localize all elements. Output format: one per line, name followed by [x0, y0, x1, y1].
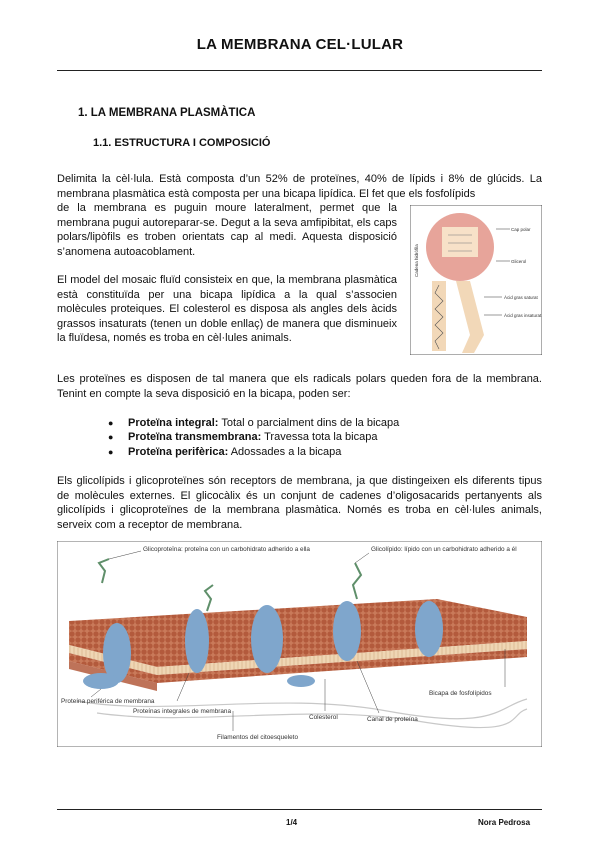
- integral-protein-shape: [415, 601, 443, 657]
- section-subheading: 1.1. ESTRUCTURA I COMPOSICIÓ: [93, 137, 271, 149]
- list-item: ● Proteïna transmembrana: Travessa tota la bicapa: [108, 430, 399, 444]
- page-number: 1/4: [286, 818, 298, 827]
- fatty-acid-tail-left: [432, 281, 446, 351]
- integral-protein-shape: [185, 609, 209, 673]
- paragraph-proteins: Les proteïnes es disposen de tal manera que els radicals polars queden fora de la membrana. Tenint en compte la seva disposició en la bicapa, poden ser:: [57, 373, 542, 400]
- label-peripheral-protein: Proteína periférica de membrana: [61, 698, 155, 705]
- author-name: Nora Pedrosa: [478, 818, 531, 827]
- phospholipid-figure: [410, 205, 542, 355]
- channel-protein-shape: [333, 601, 361, 661]
- label-integral-proteins: Proteínas integrales de membrana: [133, 708, 232, 715]
- label-saturated: Àcid gras saturat: [504, 295, 538, 300]
- header-rule: [57, 70, 542, 71]
- footer-rule: [57, 809, 542, 810]
- label-channel-protein: Canal de proteína: [367, 716, 418, 723]
- paragraph-fluid-mosaic: El model del mosaic fluïd consisteix en que, la membrana plasmàtica està constituïda per una bicapa lipídica a la qual s’associen molècules proteiques. El colesterol es disposa als angles dels àcids grassos insaturats (tenen un doble enllaç) de manera que disminueix la fluïdesa, només es troba en cèl·lules animals.: [57, 274, 397, 345]
- membrane-figure: [57, 541, 542, 747]
- paragraph-glycocalyx: Els glicolípids i glicoproteïnes són receptors de membrana, ja que distingeixen els diferents tipus de molècules externes. El glicocàlix és un conjunt de cadenes d’oligosacarids pertanyents als glicolípids i glicoproteïnes de la membrana plasmàtica. Només es troba en cèl·lules animals, serveix com a receptor de membrana.: [57, 475, 542, 531]
- label-region: Cadena hidròfila: [414, 244, 419, 277]
- label-polar-head: Cap polar: [511, 227, 531, 232]
- peripheral-protein-shape: [287, 675, 315, 687]
- label-bilayer: Bicapa de fosfolípidos: [429, 690, 492, 697]
- paragraph-intro: Delimita la cèl·lula. Està composta d’un 52% de proteïnes, 40% de lípids i 8% de glúcids. La membrana plasmàtica està composta per una bicapa lipídica. El fet que els fosfolípids: [57, 173, 542, 200]
- integral-protein-shape: [251, 605, 283, 673]
- paragraph-intro-continued: de la membrana es puguin moure lateralment, permet que la membrana pugui autoreparar-se. Degut a la seva amfipibitat, els caps polars/lipòfils es troben orientats cap al medi. Aquesta disposició s’anomena autoacoblament.: [57, 202, 397, 258]
- label-unsaturated: Àcid gras insaturat: [504, 313, 542, 318]
- peripheral-protein-shape: [83, 673, 119, 689]
- section-heading: 1. LA MEMBRANA PLASMÀTICA: [78, 107, 256, 119]
- list-item: ● Proteïna perifèrica: Adossades a la bicapa: [108, 445, 399, 459]
- label-cytoskeleton: Filamentos del citoesqueleto: [217, 734, 298, 741]
- list-item: ● Proteïna integral: Total o parcialment dins de la bicapa: [108, 416, 399, 430]
- label-cholesterol: Colesterol: [309, 714, 338, 721]
- label-glycoprotein: Glicoproteïna: proteïna con un carbohidrato adherido a ella: [143, 546, 310, 553]
- label-glycolipid: Glicolípido: lípido con un carbohidrato adherido a él: [371, 546, 517, 553]
- protein-type-list: [108, 416, 399, 459]
- page-title: LA MEMBRANA CEL·LULAR: [196, 36, 404, 53]
- label-glycerol: Glicerol: [511, 259, 527, 264]
